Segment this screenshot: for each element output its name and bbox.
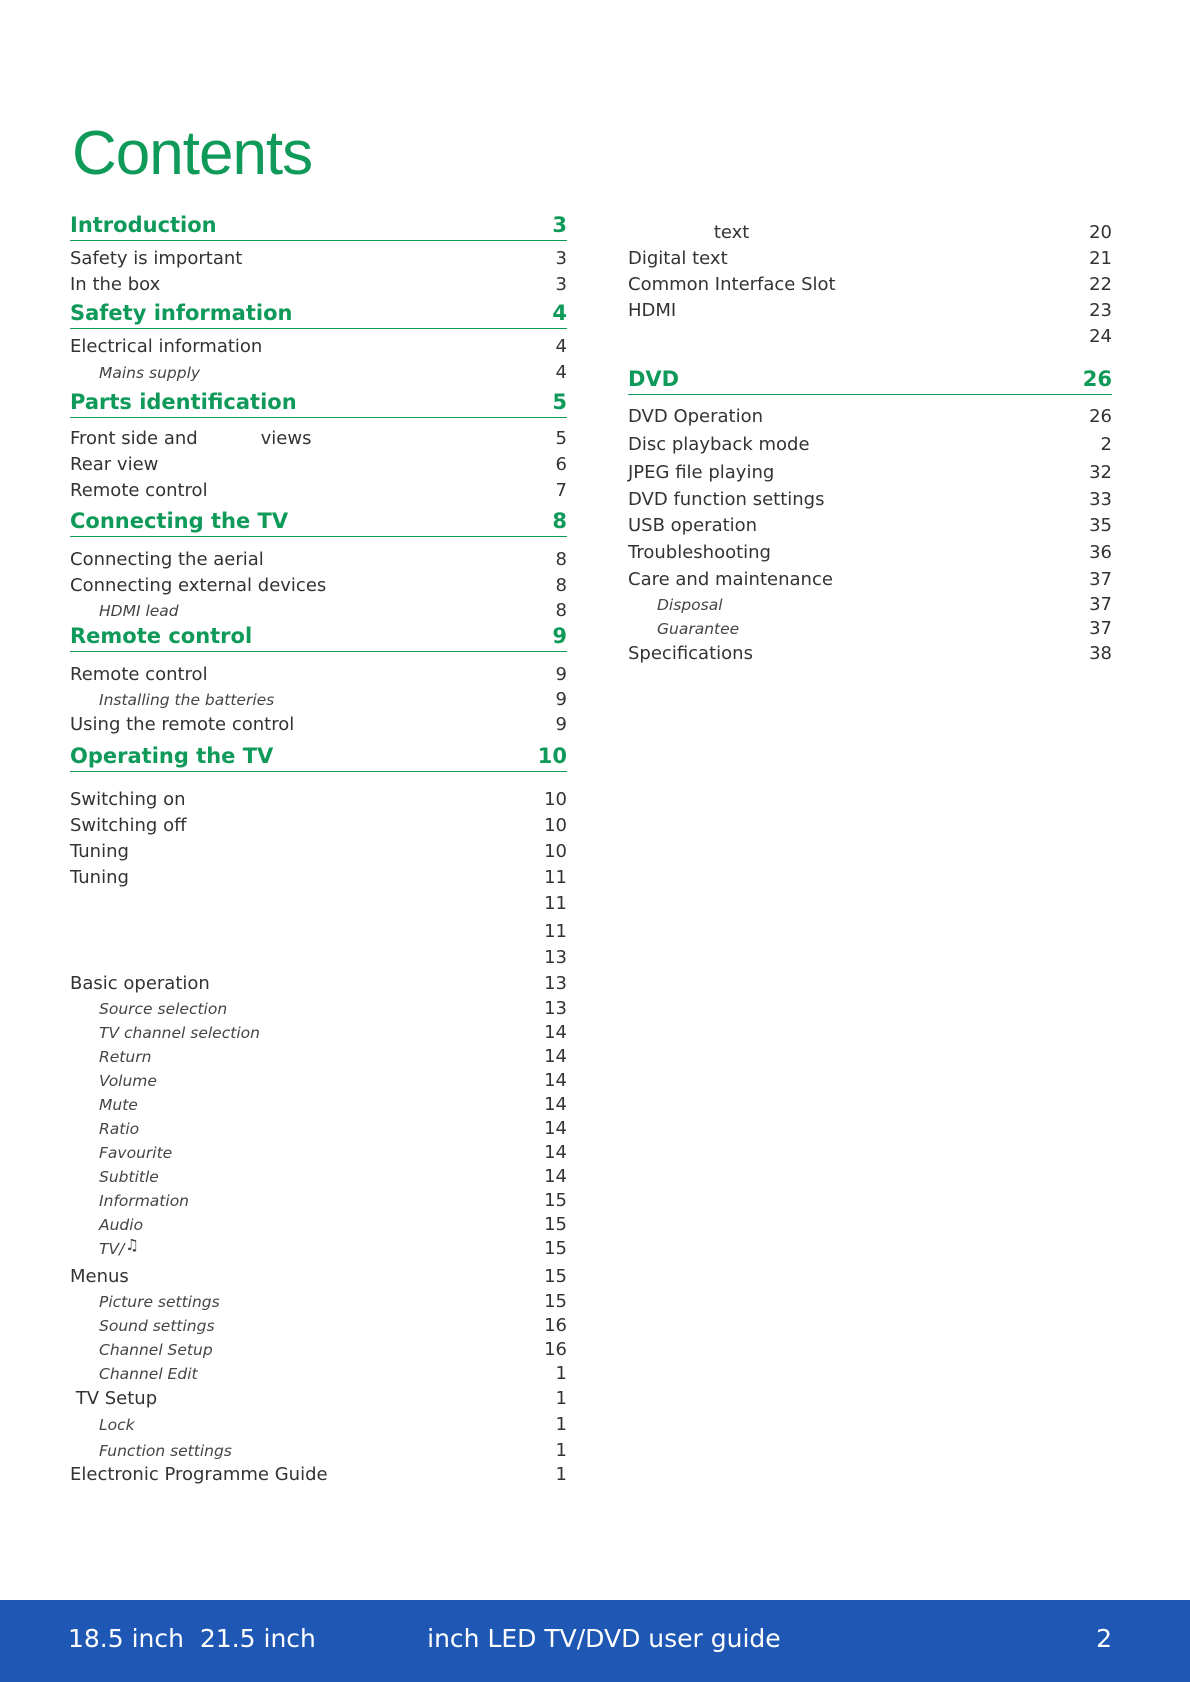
toc-page-number: 13 (544, 973, 567, 994)
toc-page-number: 3 (555, 248, 567, 269)
toc-page-number: 13 (544, 998, 567, 1019)
toc-label: TV Setup (70, 1388, 158, 1409)
toc-label: Specifications (628, 643, 753, 664)
toc-page-number: 15 (544, 1291, 567, 1312)
toc-entry[interactable] (70, 454, 567, 476)
toc-page-number: 8 (552, 509, 567, 533)
toc-label: Remote control (70, 480, 208, 501)
toc-page-number: 11 (544, 893, 567, 914)
toc-page-number: 36 (1089, 542, 1112, 563)
toc-subentry[interactable] (70, 362, 567, 384)
toc-page-number: 7 (555, 480, 567, 501)
toc-page-number: 1 (555, 1414, 567, 1435)
toc-page-number: 4 (555, 336, 567, 357)
toc-subentry[interactable] (70, 600, 567, 622)
toc-label: Connecting external devices (70, 575, 327, 596)
toc-entry[interactable] (70, 973, 567, 995)
toc-label: Remote control (70, 624, 253, 648)
toc-entry[interactable] (70, 867, 567, 889)
toc-section-heading[interactable] (70, 508, 567, 537)
toc-entry[interactable] (70, 1464, 567, 1486)
toc-label: Common Interface Slot (628, 274, 836, 295)
toc-label: DVD (628, 367, 680, 391)
toc-section-heading[interactable] (628, 366, 1112, 395)
toc-page-number: 10 (537, 744, 567, 768)
toc-page-number: 32 (1089, 462, 1112, 483)
toc-page-number: 15 (544, 1190, 567, 1211)
toc-label: HDMI (628, 300, 677, 321)
contents-left-column (70, 0, 567, 1560)
toc-entry[interactable] (70, 1388, 567, 1410)
toc-subentry[interactable] (70, 1291, 567, 1313)
toc-subentry[interactable] (628, 594, 1112, 616)
toc-page-number: 10 (544, 815, 567, 836)
toc-label: Using the remote control (70, 714, 295, 735)
toc-label: Installing the batteries (99, 691, 275, 709)
toc-label: TV/ (99, 1240, 125, 1258)
toc-section-heading[interactable] (70, 389, 567, 418)
toc-label: Ratio (99, 1120, 140, 1138)
toc-page-number: 26 (1082, 367, 1112, 391)
toc-section-heading[interactable] (70, 212, 567, 241)
toc-label: Disposal (657, 596, 723, 614)
toc-label: Information (99, 1192, 189, 1210)
toc-entry[interactable] (628, 326, 1112, 348)
page-title: Contents (72, 119, 313, 188)
toc-subentry[interactable] (70, 1046, 567, 1068)
toc-page-number: 8 (555, 575, 567, 596)
toc-entry[interactable] (628, 643, 1112, 665)
toc-page-number: 20 (1089, 222, 1112, 243)
toc-label: DVD Operation (628, 406, 764, 427)
toc-entry[interactable] (70, 789, 567, 811)
toc-label: Mains supply (99, 364, 201, 382)
toc-page-number: 14 (544, 1118, 567, 1139)
toc-page-number: 2 (1100, 434, 1112, 455)
toc-page-number: 11 (544, 921, 567, 942)
toc-entry[interactable] (628, 406, 1112, 428)
toc-label: USB operation (628, 515, 758, 536)
toc-entry[interactable] (628, 542, 1112, 564)
toc-subentry[interactable] (70, 1118, 567, 1140)
toc-label: Function settings (99, 1442, 232, 1460)
toc-entry[interactable] (70, 549, 567, 571)
toc-label: Tuning (70, 867, 129, 888)
toc-section-heading[interactable] (70, 743, 567, 772)
toc-subentry[interactable] (70, 1190, 567, 1212)
toc-label: Electronic Programme Guide (70, 1464, 328, 1485)
toc-label: Parts identification (70, 390, 297, 414)
toc-page-number: 14 (544, 1070, 567, 1091)
contents-right-column (628, 0, 1112, 700)
toc-page-number: 13 (544, 947, 567, 968)
toc-page-number: 14 (544, 1166, 567, 1187)
toc-entry[interactable] (70, 714, 567, 736)
toc-label: Subtitle (99, 1168, 159, 1186)
toc-subentry[interactable] (70, 1094, 567, 1116)
toc-label: Care and maintenance (628, 569, 833, 590)
toc-label: Rear view (70, 454, 159, 475)
toc-page-number: 14 (544, 1046, 567, 1067)
toc-label: Mute (99, 1096, 138, 1114)
toc-page-number: 5 (555, 428, 567, 449)
toc-page-number: 15 (544, 1266, 567, 1287)
toc-subentry[interactable] (70, 1414, 567, 1436)
toc-label: text (628, 222, 750, 243)
toc-page-number: 33 (1089, 489, 1112, 510)
toc-page-number: 15 (544, 1238, 567, 1259)
toc-page-number: 9 (552, 624, 567, 648)
toc-label: Electrical information (70, 336, 263, 357)
toc-page-number: 23 (1089, 300, 1112, 321)
toc-page-number: 37 (1089, 618, 1112, 639)
toc-entry[interactable] (70, 274, 567, 296)
toc-entry[interactable] (628, 274, 1112, 296)
toc-page-number: 37 (1089, 569, 1112, 590)
toc-subentry[interactable] (70, 1166, 567, 1188)
toc-entry[interactable] (628, 434, 1112, 456)
toc-subentry[interactable] (70, 1142, 567, 1164)
toc-page-number: 4 (555, 362, 567, 383)
toc-label: Menus (70, 1266, 129, 1287)
toc-subentry[interactable] (70, 1440, 567, 1462)
toc-label: Disc playback mode (628, 434, 810, 455)
toc-page-number: 9 (555, 689, 567, 710)
toc-label: Audio (99, 1216, 144, 1234)
toc-page-number: 3 (555, 274, 567, 295)
toc-label: HDMI lead (99, 602, 179, 620)
footer-title: 18.5 inch 21.5 inch inch LED TV/DVD user guide (68, 1624, 781, 1653)
toc-page-number: 26 (1089, 406, 1112, 427)
toc-subentry[interactable] (70, 1214, 567, 1236)
toc-label: Guarantee (657, 620, 740, 638)
toc-entry[interactable] (628, 222, 1112, 244)
toc-label: DVD function settings (628, 489, 825, 510)
toc-label: Safety information (70, 301, 293, 325)
toc-label: JPEG file playing (628, 462, 775, 483)
toc-page-number: 16 (544, 1315, 567, 1336)
toc-label: Connecting the TV (70, 509, 289, 533)
toc-label: Basic operation (70, 973, 210, 994)
toc-page-number: 10 (544, 789, 567, 810)
toc-page-number: 11 (544, 867, 567, 888)
toc-page-number: 15 (544, 1214, 567, 1235)
toc-label: Digital text (628, 248, 728, 269)
toc-page-number: 8 (555, 600, 567, 621)
toc-label: Connecting the aerial (70, 549, 264, 570)
toc-entry[interactable] (70, 664, 567, 686)
toc-label: Troubleshooting (628, 542, 771, 563)
toc-subentry[interactable] (628, 618, 1112, 640)
toc-entry[interactable] (70, 575, 567, 597)
toc-page-number: 14 (544, 1094, 567, 1115)
toc-subentry[interactable] (70, 1363, 567, 1385)
toc-page-number: 9 (555, 664, 567, 685)
toc-entry[interactable] (70, 248, 567, 270)
toc-subentry[interactable] (70, 1339, 567, 1361)
toc-label: Switching off (70, 815, 187, 836)
toc-subentry[interactable] (70, 998, 567, 1020)
toc-subentry[interactable] (70, 1070, 567, 1092)
toc-label: Picture settings (99, 1293, 220, 1311)
toc-entry[interactable] (70, 841, 567, 863)
toc-label: Favourite (99, 1144, 173, 1162)
toc-subentry[interactable] (70, 689, 567, 711)
toc-page-number: 24 (1089, 326, 1112, 347)
toc-subentry[interactable] (70, 1315, 567, 1337)
toc-entry[interactable] (70, 947, 567, 969)
toc-subentry[interactable] (70, 1238, 567, 1260)
toc-label: Lock (99, 1416, 135, 1434)
toc-page-number: 6 (555, 454, 567, 475)
toc-page-number: 1 (555, 1440, 567, 1461)
toc-entry[interactable] (628, 515, 1112, 537)
music-note-icon: ♫ (125, 1236, 139, 1254)
toc-entry[interactable] (628, 248, 1112, 270)
toc-page-number: 16 (544, 1339, 567, 1360)
toc-page-number: 1 (555, 1363, 567, 1384)
toc-page-number: 37 (1089, 594, 1112, 615)
toc-entry[interactable] (628, 300, 1112, 322)
toc-label: TV channel selection (99, 1024, 260, 1042)
toc-page-number: 35 (1089, 515, 1112, 536)
toc-subentry[interactable] (70, 1022, 567, 1044)
toc-section-heading[interactable] (70, 623, 567, 652)
toc-page-number: 10 (544, 841, 567, 862)
toc-entry[interactable] (70, 336, 567, 358)
footer-page-number: 2 (1096, 1624, 1112, 1653)
toc-label: In the box (70, 274, 161, 295)
toc-label: Source selection (99, 1000, 228, 1018)
toc-page-number: 22 (1089, 274, 1112, 295)
toc-label: Volume (99, 1072, 157, 1090)
toc-entry[interactable] (70, 815, 567, 837)
toc-page-number: 5 (552, 390, 567, 414)
toc-label: Switching on (70, 789, 186, 810)
toc-label: Remote control (70, 664, 208, 685)
toc-entry[interactable] (628, 489, 1112, 511)
toc-page-number: 14 (544, 1142, 567, 1163)
toc-entry[interactable] (628, 569, 1112, 591)
toc-page-number: 1 (555, 1464, 567, 1485)
toc-entry[interactable] (70, 1266, 567, 1288)
toc-label: Tuning (70, 841, 129, 862)
toc-page-number: 1 (555, 1388, 567, 1409)
toc-section-heading[interactable] (70, 300, 567, 329)
toc-entry[interactable] (70, 921, 567, 943)
toc-page-number: 14 (544, 1022, 567, 1043)
toc-page-number: 4 (552, 301, 567, 325)
toc-label: Safety is important (70, 248, 243, 269)
toc-label: Introduction (70, 213, 217, 237)
toc-label: Return (99, 1048, 152, 1066)
toc-entry[interactable] (628, 462, 1112, 484)
toc-page-number: 21 (1089, 248, 1112, 269)
toc-label: Front side and views (70, 428, 312, 449)
toc-label: Operating the TV (70, 744, 274, 768)
toc-page-number: 3 (552, 213, 567, 237)
toc-label: Sound settings (99, 1317, 215, 1335)
toc-label: Channel Setup (99, 1341, 213, 1359)
toc-entry[interactable] (70, 480, 567, 502)
toc-entry[interactable] (70, 428, 567, 450)
footer-bar (0, 1600, 1190, 1682)
toc-label: Channel Edit (99, 1365, 198, 1383)
toc-page-number: 8 (555, 549, 567, 570)
toc-page-number: 9 (555, 714, 567, 735)
toc-entry[interactable] (70, 893, 567, 915)
toc-page-number: 38 (1089, 643, 1112, 664)
